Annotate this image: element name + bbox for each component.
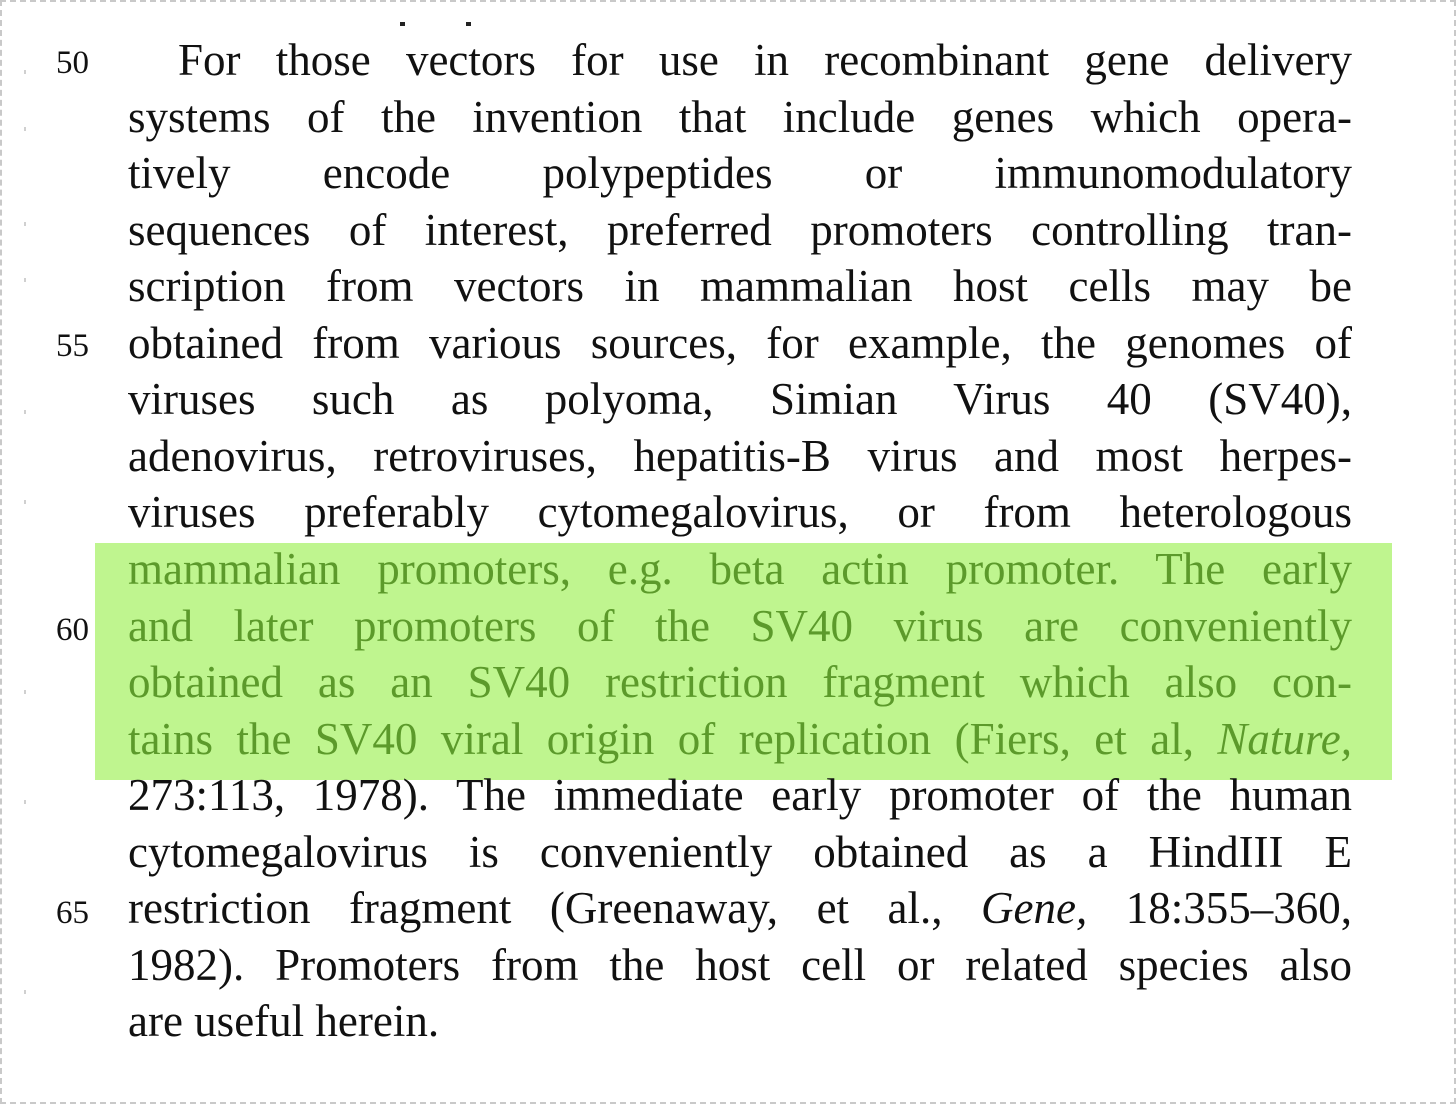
text-line: sequences of interest, preferred promoters controlling tran- [128, 205, 1352, 255]
line-number-65: 65 [56, 895, 89, 931]
highlighted-text-line: obtained as an SV40 restriction fragment which also con- [128, 657, 1352, 707]
highlighted-text-line: mammalian promoters, e.g. beta actin promoter. The early [128, 544, 1352, 594]
text-line: obtained from various sources, for example, the genomes of [128, 318, 1352, 368]
text-line: 273:113, 1978). The immediate early promoter of the human [128, 770, 1352, 820]
text-line: adenovirus, retroviruses, hepatitis-B virus and most herpes- [128, 431, 1352, 481]
line-number-55: 55 [56, 328, 89, 364]
line-number-50: 50 [56, 45, 89, 81]
margin-mark [24, 127, 26, 131]
text-line: cytomegalovirus is conveniently obtained as a HindIII E [128, 827, 1352, 877]
text-line: are useful herein. [128, 996, 440, 1046]
margin-mark [24, 278, 26, 282]
highlighted-text-line: and later promoters of the SV40 virus are conveniently [128, 601, 1352, 651]
margin-mark [24, 410, 26, 414]
text-segment: tains the SV40 viral origin of replication (Fiers, et al, [128, 714, 1194, 764]
line-number-60: 60 [56, 612, 89, 648]
margin-mark [24, 500, 26, 504]
margin-mark [24, 70, 26, 74]
text-line: viruses such as polyoma, Simian Virus 40 (SV40), [128, 374, 1352, 424]
text-line: 1982). Promoters from the host cell or related species also [128, 940, 1352, 990]
scan-artifact [400, 22, 405, 26]
text-line: For those vectors for use in recombinant gene delivery [178, 35, 1352, 85]
text-segment: 18:355–360, [1125, 883, 1353, 933]
margin-mark [24, 690, 26, 694]
highlighted-text-line [128, 711, 1352, 767]
margin-mark [24, 222, 26, 226]
text-line: tively encode polypeptides or immunomodulatory [128, 148, 1352, 198]
text-line: systems of the invention that include genes which opera- [128, 92, 1352, 142]
margin-mark [24, 990, 26, 994]
journal-name-nature: Nature, [1217, 714, 1353, 764]
text-line: scription from vectors in mammalian host cells may be [128, 261, 1352, 311]
text-line [128, 880, 1352, 936]
text-segment: restriction fragment (Greenaway, et al., [128, 883, 943, 933]
text-line: viruses preferably cytomegalovirus, or from heterologous [128, 487, 1352, 537]
journal-name-gene: Gene, [981, 883, 1088, 933]
scan-artifact [466, 22, 471, 26]
margin-mark [24, 800, 26, 804]
